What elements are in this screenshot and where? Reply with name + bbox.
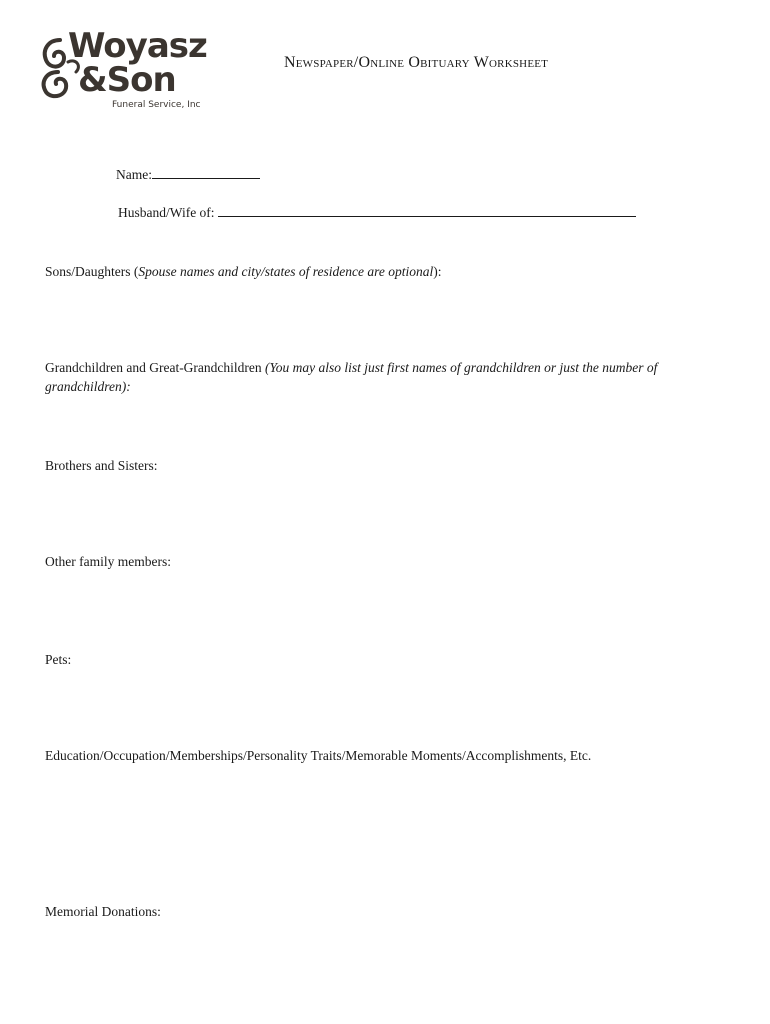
other-family-section-heading: Other family members: xyxy=(45,554,171,569)
logo-line-1: Woyasz xyxy=(68,26,207,66)
donations-section-heading: Memorial Donations: xyxy=(45,904,161,919)
name-field xyxy=(116,165,260,184)
children-label: Sons/Daughters ( xyxy=(45,264,139,279)
siblings-section-heading: Brothers and Sisters: xyxy=(45,458,158,473)
spouse-field xyxy=(118,203,636,222)
page-title: Newspaper/Online Obituary Worksheet xyxy=(284,54,549,71)
children-section-heading xyxy=(45,262,441,281)
spouse-label: Husband/Wife of: xyxy=(118,205,215,220)
logo-line-2: &Son xyxy=(78,60,176,100)
name-blank[interactable] xyxy=(152,166,260,179)
pets-section-heading: Pets: xyxy=(45,652,72,667)
grandchildren-note: (You may also list just first names of grandchildren or just the number of grandchildren): xyxy=(45,360,658,394)
grandchildren-section-heading xyxy=(45,358,725,396)
children-note: Spouse names and city/states of residence are optional xyxy=(138,264,434,279)
company-logo xyxy=(38,28,218,116)
logo-line-3: Funeral Service, Inc xyxy=(112,100,201,110)
grandchildren-label: Grandchildren and Great-Grandchildren xyxy=(45,360,266,375)
children-close: ): xyxy=(433,264,442,279)
spouse-blank[interactable] xyxy=(218,204,636,217)
name-label: Name: xyxy=(116,167,152,182)
education-section-heading: Education/Occupation/Memberships/Personality Traits/Memorable Moments/Accomplishments, Etc. xyxy=(45,748,592,763)
